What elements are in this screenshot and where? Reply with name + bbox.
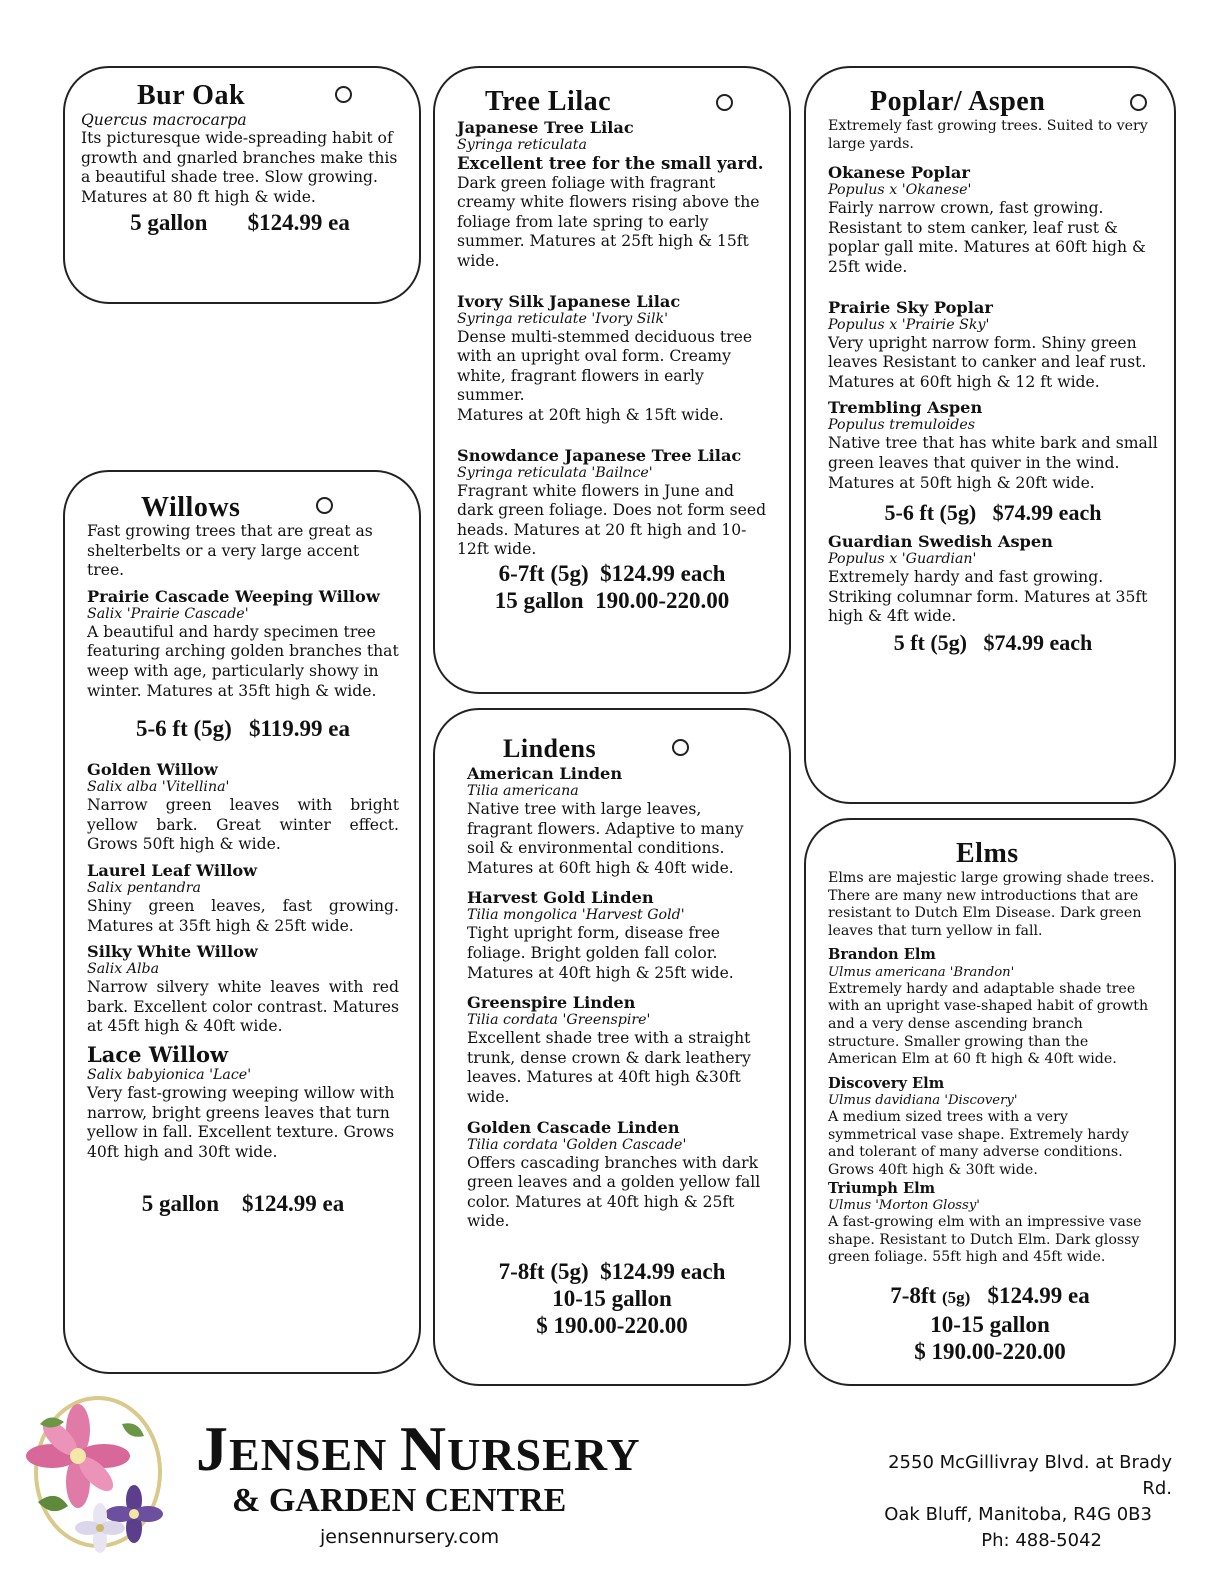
- product-name: Golden Cascade Linden: [467, 1117, 680, 1137]
- brand-line-1: [196, 1412, 641, 1486]
- address-block: [856, 1450, 1172, 1554]
- product-desc: Extremely hardy and adaptable shade tree with an upright vase-shaped habit of growth and a very dense ascending branch structure. Smaller growing than the American Elm at 60 ft high & 40ft wide.: [828, 980, 1149, 1068]
- elms-intro: Elms are majestic large growing shade trees. There are many new introductions that are resistant to Dutch Elm Disease. Dark green leaves that turn yellow in fall.: [828, 870, 1155, 939]
- elms-card: [804, 818, 1176, 1386]
- product-desc: A medium sized trees with a very symmetrical vase shape. Extremely hardy and tolerant of many adverse conditions. Grows 40ft high & 30ft wide.: [828, 1109, 1129, 1178]
- checkbox-circle-icon[interactable]: [335, 86, 352, 103]
- product-name: Japanese Tree Lilac: [457, 118, 634, 137]
- phone: Ph: 488-5042: [981, 1530, 1102, 1551]
- product-name: Laurel Leaf Willow: [87, 860, 258, 880]
- tree-lilac-card: [433, 66, 791, 694]
- product-latin: Syringa reticulata 'Bailnce': [457, 464, 653, 481]
- product-desc: A beautiful and hardy specimen tree featuring arching golden branches that weep with age, particularly showy in winter. Matures at 35ft high & wide.: [87, 622, 399, 700]
- product-latin: Tilia mongolica 'Harvest Gold': [467, 907, 685, 924]
- willows-content: [87, 522, 399, 1217]
- product-latin: Syringa reticulata: [457, 137, 587, 153]
- willows-title: Willows: [141, 492, 241, 523]
- product-name: Trembling Aspen: [828, 398, 983, 418]
- product-latin: Salix 'Prairie Cascade': [87, 605, 249, 622]
- product-desc: Tight upright form, disease free foliage. Bright golden fall color. Matures at 40ft high & 25ft wide.: [467, 924, 734, 982]
- lindens-prices: [435, 1258, 789, 1339]
- checkbox-circle-icon[interactable]: [316, 497, 333, 514]
- address-line-2: Oak Bluff, Manitoba, R4G 0B3: [884, 1504, 1152, 1525]
- product-desc: Fairly narrow crown, fast growing. Resistant to stem canker, leaf rust & poplar gall mite. Matures at 60ft high & 25ft wide.: [828, 199, 1146, 276]
- product-name: Ivory Silk Japanese Lilac: [457, 291, 681, 311]
- product-latin: Salix babyionica 'Lace': [87, 1066, 252, 1083]
- poplar-aspen-content: [828, 118, 1158, 656]
- bur-oak-title: Bur Oak: [137, 80, 246, 111]
- product-name: Lace Willow: [87, 1041, 229, 1067]
- product-desc: Shiny green leaves, fast growing. Matures at 35ft high & 25ft wide.: [87, 896, 399, 935]
- lindens-price-1: 7-8ft (5g) $124.99 each: [498, 1259, 726, 1284]
- address-line-1: 2550 McGillivray Blvd. at Brady Rd.: [888, 1452, 1172, 1499]
- brand-line-2: & GARDEN CENTRE: [232, 1482, 567, 1519]
- elms-price-2: 10-15 gallon: [930, 1312, 1050, 1337]
- product-latin: Salix alba 'Vitellina': [87, 779, 230, 796]
- tree-lilac-price-1: 6-7ft (5g) $124.99 each: [498, 560, 726, 586]
- poplar-price-2: 5 ft (5g) $74.99 each: [893, 629, 1093, 655]
- product-desc-2: Matures at 20ft high & 15ft wide.: [457, 405, 724, 424]
- brand-n: N: [399, 1413, 448, 1484]
- product-desc: Excellent shade tree with a straight trunk, dense crown & dark leathery leaves. Matures at 40ft high &30ft wide.: [467, 1029, 751, 1106]
- flower-logo-icon: [26, 1394, 164, 1556]
- poplar-aspen-title: Poplar/ Aspen: [870, 86, 1046, 117]
- bur-oak-latin: Quercus macrocarpa: [81, 111, 247, 129]
- product-name: Guardian Swedish Aspen: [828, 532, 1053, 552]
- product-name: Silky White Willow: [87, 942, 258, 962]
- product-desc: A fast-growing elm with an impressive vase shape. Resistant to Dutch Elm. Dark glossy green foliage. 55ft high and 45ft wide.: [828, 1213, 1142, 1266]
- lindens-card: [433, 708, 791, 1386]
- product-latin: Tilia americana: [467, 783, 579, 799]
- willows-card: [63, 470, 421, 1374]
- checkbox-circle-icon[interactable]: [716, 94, 733, 111]
- product-desc: Narrow green leaves with bright yellow bark. Great winter effect. Grows 50ft high & wide.: [87, 796, 399, 854]
- brand-name: [196, 1412, 641, 1519]
- product-latin: Populus x 'Guardian': [828, 551, 977, 568]
- product-latin: Salix pentandra: [87, 879, 201, 896]
- product-name: Okanese Poplar: [828, 163, 970, 183]
- product-latin: Salix Alba: [87, 961, 160, 978]
- product-desc: Dark green foliage with fragrant creamy white flowers rising above the foliage from late spring to early summer. Matures at 25ft high & 15ft wide.: [457, 173, 760, 270]
- lindens-content: [467, 764, 763, 1232]
- bur-oak-desc: Its picturesque wide-spreading habit of growth and gnarled branches make this a beautiful shade tree. Slow growing. Matures at 80 ft high & wide.: [81, 129, 398, 206]
- elms-price-3: $ 190.00-220.00: [914, 1339, 1066, 1364]
- willows-price-2: 5 gallon $124.99 ea: [141, 1191, 345, 1217]
- website-link[interactable]: jensennursery.com: [320, 1526, 500, 1548]
- willows-intro: Fast growing trees that are great as shelterbelts or a very large accent tree.: [87, 522, 373, 580]
- tree-lilac-title: Tree Lilac: [485, 86, 612, 117]
- product-desc: Native tree with large leaves, fragrant flowers. Adaptive to many soil & environmental conditions. Matures at 60ft high & 40ft wide.: [467, 800, 744, 877]
- brand-j: J: [196, 1413, 229, 1484]
- lindens-price-2: 10-15 gallon: [552, 1286, 672, 1311]
- lindens-title: Lindens: [503, 734, 597, 763]
- product-highlight: Excellent tree for the small yard.: [457, 153, 764, 173]
- checkbox-circle-icon[interactable]: [1130, 94, 1147, 111]
- product-name: Discovery Elm: [828, 1074, 945, 1092]
- product-desc: Very upright narrow form. Shiny green leaves Resistant to canker and leaf rust. Matures at 60ft high & 12 ft wide.: [828, 333, 1147, 391]
- elms-content: [828, 870, 1158, 1267]
- product-latin: Tilia cordata 'Golden Cascade': [467, 1136, 687, 1153]
- product-name: American Linden: [467, 764, 623, 783]
- poplar-price-1: 5-6 ft (5g) $74.99 each: [884, 500, 1102, 526]
- product-desc: Dense multi-stemmed deciduous tree with an upright oval form. Creamy white, fragrant flowers in early summer.: [457, 327, 753, 405]
- product-desc: Fragrant white flowers in June and dark green foliage. Does not form seed heads. Matures at 20 ft high and 10-12ft wide.: [457, 481, 767, 559]
- product-latin: Populus x 'Okanese': [828, 182, 972, 199]
- bur-oak-content: [81, 112, 399, 236]
- product-desc: Offers cascading branches with dark green leaves and a golden yellow fall color. Matures at 40ft high & 25ft wide.: [467, 1153, 761, 1231]
- product-desc: Extremely hardy and fast growing. Striking columnar form. Matures at 35ft high & 4ft wide.: [828, 568, 1148, 626]
- elms-price-1-cost: $124.99 ea: [970, 1283, 1090, 1308]
- product-name: Prairie Cascade Weeping Willow: [87, 586, 380, 606]
- product-name: Prairie Sky Poplar: [828, 297, 993, 317]
- elms-prices: [806, 1282, 1174, 1365]
- product-name: Triumph Elm: [828, 1179, 936, 1197]
- willows-price-1: 5-6 ft (5g) $119.99 ea: [136, 716, 350, 742]
- elms-price-1: [806, 1282, 1174, 1311]
- product-latin: Populus tremuloides: [828, 417, 976, 434]
- poplar-intro: Extremely fast growing trees. Suited to very large yards.: [828, 118, 1148, 152]
- product-name: Brandon Elm: [828, 946, 936, 964]
- checkbox-circle-icon[interactable]: [672, 739, 689, 756]
- product-name: Harvest Gold Linden: [467, 888, 654, 908]
- product-name: Golden Willow: [87, 760, 218, 780]
- tree-lilac-content: [457, 118, 767, 614]
- elms-price-1-pot: (5g): [941, 1288, 971, 1307]
- elms-title: Elms: [956, 838, 1019, 869]
- brand-ursery: URSERY: [447, 1429, 641, 1480]
- product-name: Snowdance Japanese Tree Lilac: [457, 445, 742, 465]
- poplar-aspen-card: [804, 66, 1176, 804]
- product-desc: Very fast-growing weeping willow with narrow, bright greens leaves that turn yellow in fall. Excellent texture. Grows 40ft high and 30ft wide.: [87, 1083, 395, 1161]
- product-latin: Ulmus davidiana 'Discovery': [828, 1093, 1018, 1109]
- product-latin: Ulmus 'Morton Glossy': [828, 1197, 980, 1213]
- lindens-price-3: $ 190.00-220.00: [536, 1313, 688, 1338]
- bur-oak-card: [63, 66, 421, 304]
- product-latin: Tilia cordata 'Greenspire': [467, 1012, 651, 1029]
- product-latin: Populus x 'Prairie Sky': [828, 316, 990, 333]
- tree-lilac-price-2: 15 gallon 190.00-220.00: [494, 587, 730, 613]
- product-name: Greenspire Linden: [467, 993, 636, 1013]
- product-desc: Narrow silvery white leaves with red bark. Excellent color contrast. Matures at 45ft high & 40ft wide.: [87, 978, 399, 1036]
- brand-ensen: ENSEN: [229, 1429, 400, 1480]
- product-latin: Syringa reticulate 'Ivory Silk': [457, 310, 669, 327]
- product-desc: Native tree that has white bark and small green leaves that quiver in the wind. Matures at 50ft high & 20ft wide.: [828, 434, 1158, 492]
- bur-oak-price: 5 gallon $124.99 ea: [130, 210, 350, 236]
- product-latin: Ulmus americana 'Brandon': [828, 964, 1015, 980]
- elms-price-1-size: 7-8ft: [890, 1283, 937, 1308]
